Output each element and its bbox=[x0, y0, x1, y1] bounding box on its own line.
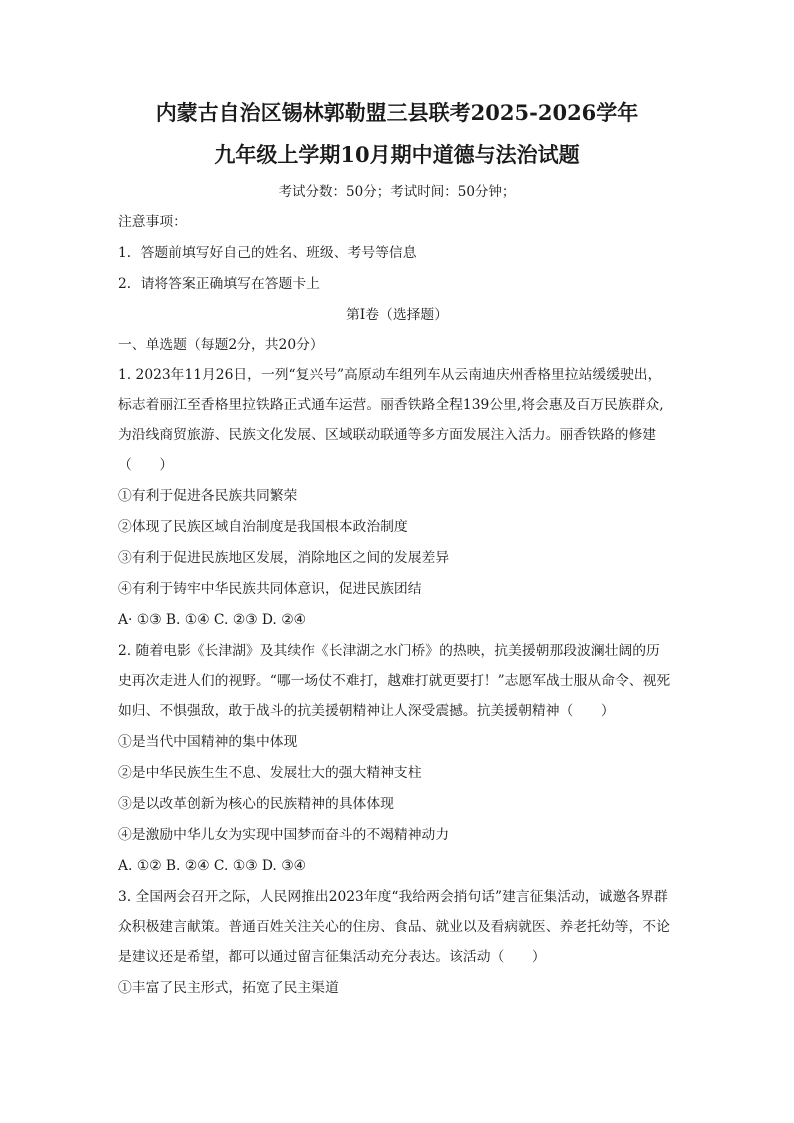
question-stem-line: 2. 随着电影《长津湖》及其续作《长津湖之水门桥》的热映，抗美援朝那段波澜壮阔的历 bbox=[118, 643, 660, 659]
question-1 bbox=[118, 365, 676, 630]
option-item: ①有利于促进各民族共同繁荣 bbox=[118, 488, 298, 504]
note-item-2: 2．请将答案正确填写在答题卡上 bbox=[118, 276, 320, 292]
answer-choices: A· ①③ B. ①④ C. ②③ D. ②④ bbox=[118, 612, 306, 628]
option-item: ③是以改革创新为核心的民族精神的具体体现 bbox=[118, 796, 394, 812]
option-item: ①是当代中国精神的集中体现 bbox=[118, 734, 298, 750]
question-stem-line: （ ） bbox=[118, 457, 174, 473]
question-3 bbox=[118, 887, 676, 998]
option-item: ②是中华民族生生不息、发展壮大的强大精神支柱 bbox=[118, 765, 422, 781]
question-stem-line: 史再次走进人们的视野。“哪一场仗不难打，越难打就更要打！”志愿军战士服从命令、视死 bbox=[118, 673, 671, 689]
question-stem-line: 3. 全国两会召开之际，人民网推出2023年度“我给两会捎句话”建言征集活动，诚邀各界群 bbox=[118, 889, 668, 905]
option-item: ④是激励中华儿女为实现中国梦而奋斗的不竭精神动力 bbox=[118, 827, 450, 843]
option-item: ②体现了民族区域自治制度是我国根本政治制度 bbox=[118, 519, 408, 535]
question-2 bbox=[118, 641, 676, 876]
part-heading: 一、单选题（每题2分，共20分） bbox=[118, 337, 324, 353]
volume-heading: 第I卷（选择题） bbox=[345, 307, 449, 323]
exam-info: 考试分数：50分；考试时间：50分钟； bbox=[278, 184, 516, 200]
notes-heading: 注意事项： bbox=[118, 214, 187, 230]
question-stem-line: 是建议还是希望，都可以通过留言征集活动充分表达。该活动（ ） bbox=[118, 949, 546, 965]
note-item-1: 1．答题前填写好自己的姓名、班级、考号等信息 bbox=[118, 245, 417, 261]
answer-choices: A. ①② B. ②④ C. ①③ D. ③④ bbox=[118, 858, 306, 874]
exam-page bbox=[118, 100, 676, 998]
question-stem-line: 1. 2023年11月26日，一列“复兴号”高原动车组列车从云南迪庆州香格里拉站缓缓驶出， bbox=[118, 367, 662, 383]
question-stem-line: 标志着丽江至香格里拉铁路正式通车运营。丽香铁路全程139公里,将会惠及百万民族群众, bbox=[118, 397, 664, 413]
exam-title-line2: 九年级上学期10月期中道德与法治试题 bbox=[214, 142, 580, 167]
question-stem-line: 为沿线商贸旅游、民族文化发展、区域联动联通等多方面发展注入活力。丽香铁路的修建 bbox=[118, 427, 657, 443]
question-stem-line: 众积极建言献策。普通百姓关注关心的住房、食品、就业以及看病就医、养老托幼等，不论 bbox=[118, 919, 670, 935]
option-item: ①丰富了民主形式，拓宽了民主渠道 bbox=[118, 980, 339, 996]
option-item: ④有利于铸牢中华民族共同体意识，促进民族团结 bbox=[118, 581, 422, 597]
question-stem-line: 如归、不惧强敌，敢于战斗的抗美援朝精神让人深受震撼。抗美援朝精神（ ） bbox=[118, 703, 615, 719]
option-item: ③有利于促进民族地区发展，消除地区之间的发展差异 bbox=[118, 550, 450, 566]
exam-title-line1: 内蒙古自治区锡林郭勒盟三县联考2025-2026学年 bbox=[155, 100, 639, 125]
